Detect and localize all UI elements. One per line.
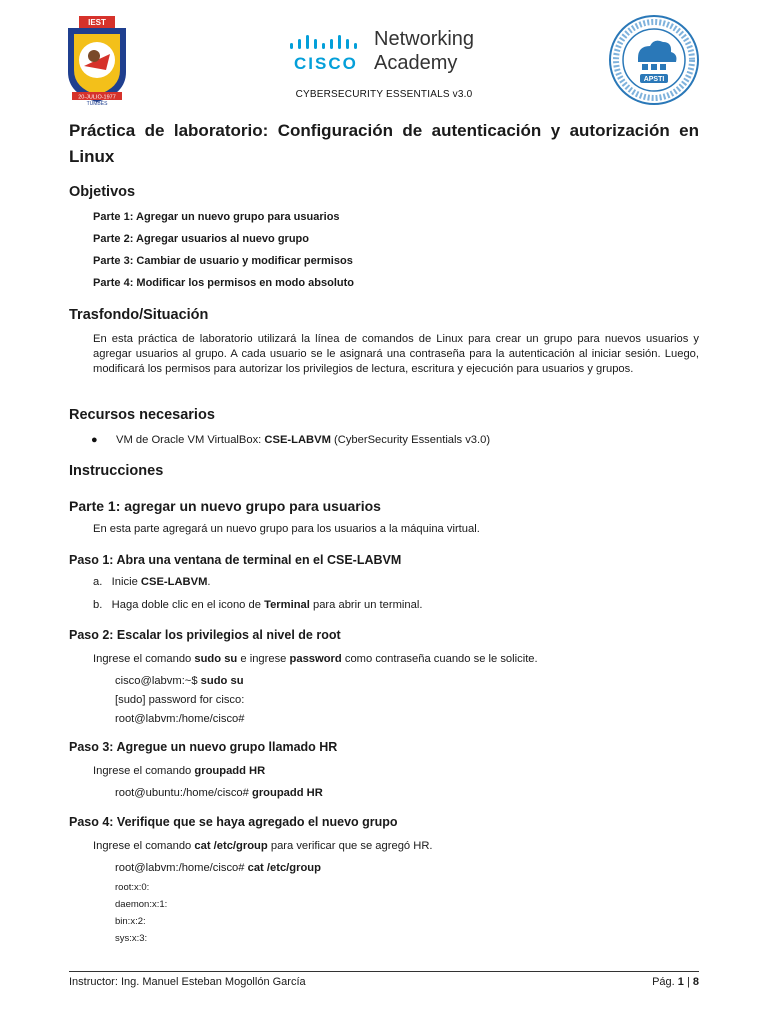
page-total: 8 (692, 976, 699, 988)
page-header (0, 0, 768, 110)
paso1-a-bold: CSE-LABVM (140, 576, 208, 588)
apsti-seal-logo (608, 14, 700, 106)
footer-instructor: Instructor: Ing. Manuel Esteban Mogollón García (69, 976, 306, 988)
crest-date-text: 20-JULIO-1977 (78, 94, 116, 101)
heading-paso4: Paso 4: Verifique que se haya agregado el nuevo grupo (69, 815, 398, 829)
page-separator: | (683, 976, 693, 988)
output-line-1: root:x:0: (115, 882, 150, 893)
paso2-text-suffix: como contraseña cuando se le solicite. (341, 653, 538, 665)
paso1-b-bold: Terminal (264, 599, 310, 611)
footer-divider (69, 971, 699, 972)
output-line-2: daemon:x:1: (115, 899, 168, 910)
paso1-a-suffix: . (207, 576, 211, 588)
list-marker-b: b. (93, 599, 103, 611)
command-text: groupadd HR (251, 787, 323, 799)
list-marker-a: a. (93, 576, 103, 588)
trasfondo-paragraph: En esta práctica de laboratorio utilizará la línea de comandos de Linux para crear un grupo para nuevos usuarios y agregar usuarios al grupo. A cada usuario se le asignará una contraseña para la autenticación al iniciar sesión. Luego, modificará los permisos para autorizar los privilegios de lectura, escritura y ejecución para usuarios y grupos. (93, 333, 699, 375)
objective-item-4: Parte 4: Modificar los permisos en modo absoluto (93, 277, 354, 289)
page-label: Pág. (652, 976, 678, 988)
prompt-text: cisco@labvm:~$ (115, 675, 201, 687)
heading-parte1: Parte 1: agregar un nuevo grupo para usuarios (69, 498, 381, 514)
recurso-text: VM de Oracle VM VirtualBox: (116, 434, 265, 446)
heading-paso2: Paso 2: Escalar los privilegios al nivel de root (69, 628, 341, 642)
heading-paso1: Paso 1: Abra una ventana de terminal en el CSE-LABVM (69, 553, 402, 567)
paso2-cmd-line-1 (115, 674, 244, 689)
paso2-cmd-line-2: [sudo] password for cisco: (115, 694, 245, 706)
networking-text: Networking (374, 28, 475, 50)
command-text: cat /etc/group (247, 862, 321, 874)
apsti-label: APSTI (643, 76, 665, 83)
objective-item-3: Parte 3: Cambiar de usuario y modificar permisos (93, 255, 353, 267)
bullet-icon: ● (91, 434, 98, 446)
footer-page-number (652, 976, 699, 988)
paso2-cmd-line-3: root@labvm:/home/cisco# (115, 713, 245, 725)
paso2-password-bold: password (289, 653, 342, 665)
prompt-text: root@ubuntu:/home/cisco# (115, 787, 252, 799)
paso4-text-suffix: para verificar que se agregó HR. (267, 840, 433, 852)
paso4-text: Ingrese el comando (93, 840, 195, 852)
page-current: 1 (677, 976, 684, 988)
paso4-cmd-bold: cat /etc/group (194, 840, 268, 852)
paso1-b-text: Haga doble clic en el icono de (111, 599, 265, 611)
paso4-paragraph (93, 839, 433, 854)
paso1-item-a (93, 575, 211, 590)
heading-paso3: Paso 3: Agregue un nuevo grupo llamado HR (69, 740, 338, 754)
objective-item-1: Parte 1: Agregar un nuevo grupo para usuarios (93, 211, 340, 223)
page-title: Práctica de laboratorio: Configuración de autenticación y autorización en Linux (69, 121, 699, 166)
crest-bottom-text: TUMBES (86, 101, 108, 106)
cisco-networking-academy-logo (286, 30, 496, 80)
objective-item-2: Parte 2: Agregar usuarios al nuevo grupo (93, 233, 309, 245)
document-body (69, 118, 699, 944)
paso2-text: Ingrese el comando (93, 653, 195, 665)
paso2-text-mid: e ingrese (237, 653, 290, 665)
command-text: sudo su (200, 675, 244, 687)
recurso-item (116, 433, 490, 448)
paso4-cmd-line (115, 861, 321, 876)
paso1-item-b (93, 598, 422, 613)
heading-objetivos: Objetivos (69, 184, 136, 200)
paso3-cmd-line (115, 786, 323, 801)
paso2-paragraph (93, 652, 538, 667)
course-name: CYBERSECURITY ESSENTIALS v3.0 (295, 89, 473, 100)
output-line-3: bin:x:2: (115, 916, 146, 927)
paso2-cmd-bold: sudo su (194, 653, 238, 665)
paso3-text: Ingrese el comando (93, 765, 195, 777)
recurso-vm-name: CSE-LABVM (264, 434, 331, 446)
heading-instrucciones: Instrucciones (69, 463, 164, 479)
paso1-a-text: Inicie (111, 576, 141, 588)
paso1-b-suffix: para abrir un terminal. (309, 599, 423, 611)
cisco-wordmark: CISCO (294, 54, 358, 73)
paso3-cmd-bold: groupadd HR (194, 765, 266, 777)
heading-recursos: Recursos necesarios (69, 407, 215, 423)
recurso-text-suffix: (CyberSecurity Essentials v3.0) (330, 434, 491, 446)
crest-top-text: IEST (88, 18, 106, 27)
cisco-bridge-icon (288, 34, 364, 52)
academy-text: Academy (374, 52, 458, 74)
heading-trasfondo: Trasfondo/Situación (69, 307, 209, 323)
prompt-text: root@labvm:/home/cisco# (115, 862, 248, 874)
paso3-paragraph (93, 764, 265, 779)
output-line-4: sys:x:3: (115, 933, 148, 944)
parte1-paragraph: En esta parte agregará un nuevo grupo para los usuarios a la máquina virtual. (93, 523, 480, 535)
